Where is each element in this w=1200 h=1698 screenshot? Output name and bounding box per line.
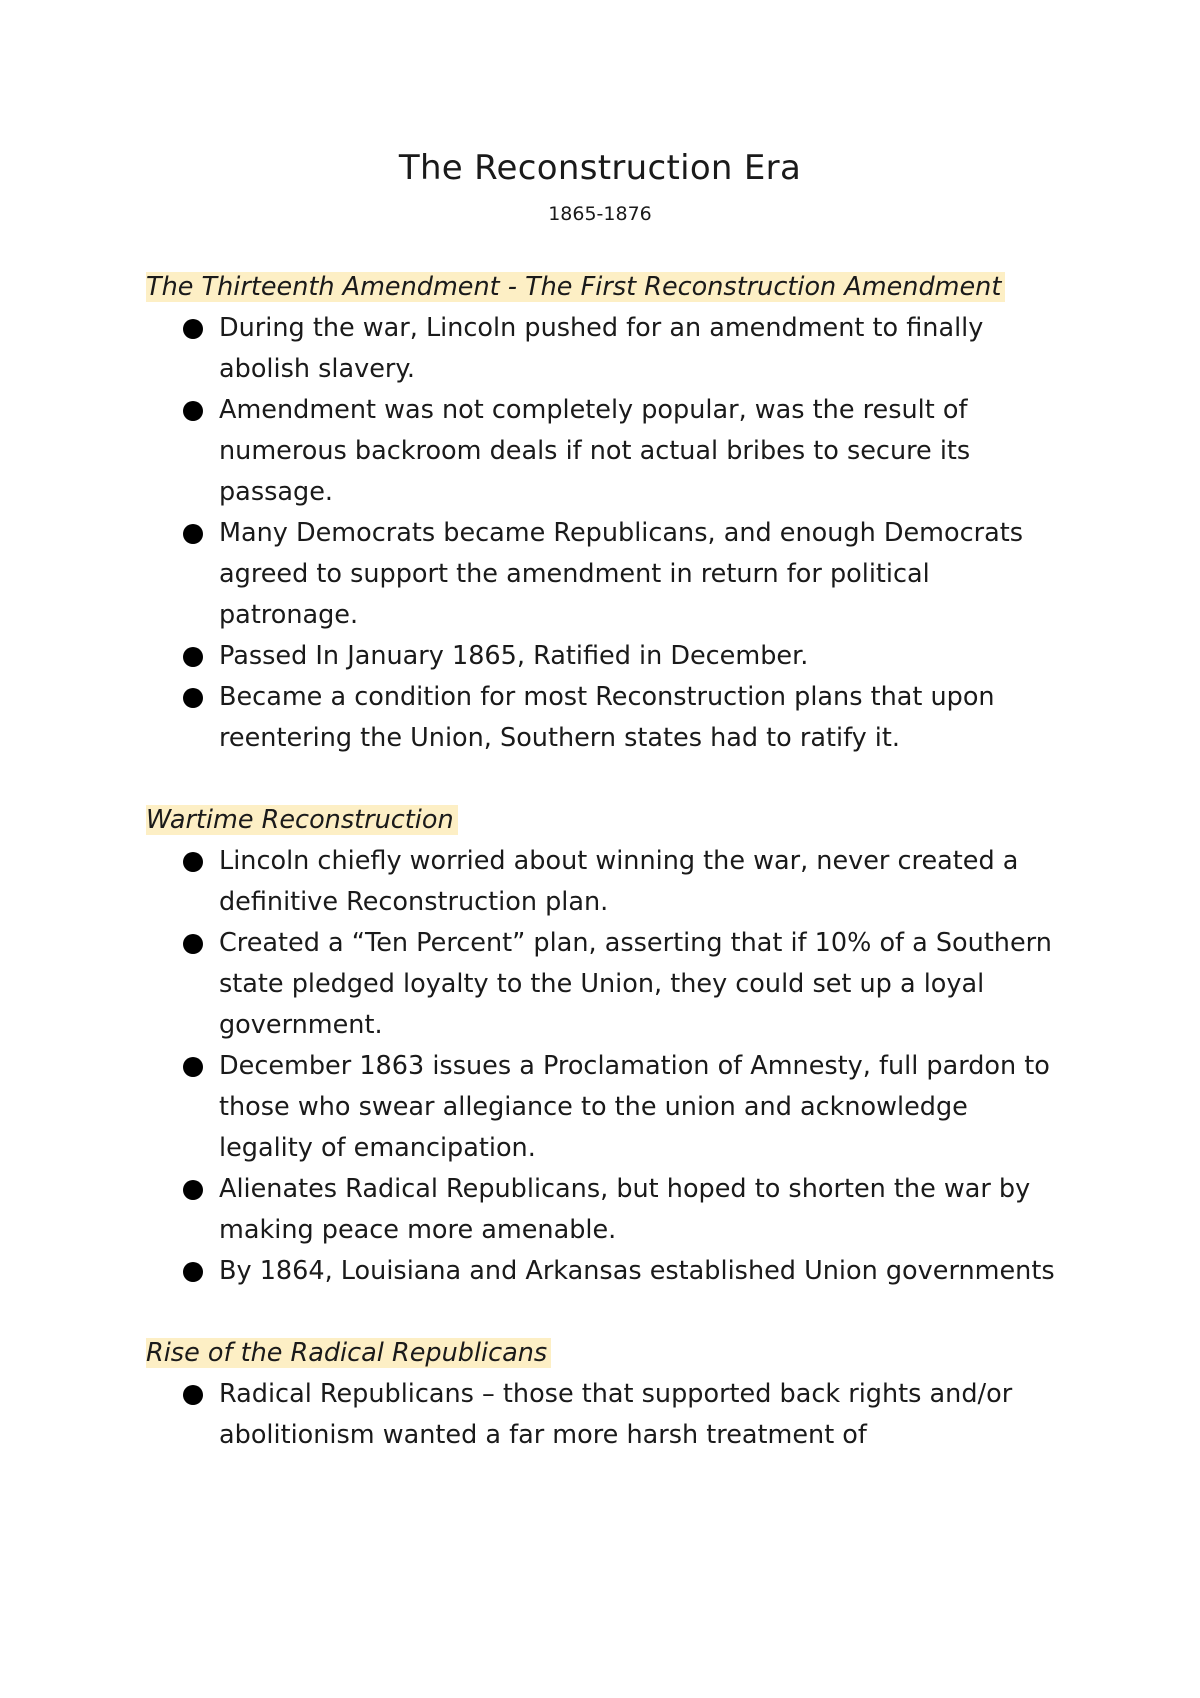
document-body bbox=[146, 267, 1066, 1456]
list-item-text: During the war, Lincoln pushed for an amendment to finally abolish slavery. bbox=[219, 313, 984, 384]
bullet-dot-icon bbox=[183, 524, 203, 544]
bullet-dot-icon bbox=[183, 688, 203, 708]
list-item bbox=[219, 636, 1066, 677]
list-item-text: Alienates Radical Republicans, but hoped to shorten the war by making peace more amenable. bbox=[219, 1174, 1031, 1245]
list-item bbox=[219, 513, 1066, 636]
bullet-dot-icon bbox=[183, 852, 203, 872]
list-item-text: By 1864, Louisiana and Arkansas established Union governments bbox=[219, 1256, 1055, 1286]
list-item-text: Amendment was not completely popular, was the result of numerous backroom deals if not actual bribes to secure its passage. bbox=[219, 395, 971, 507]
highlighted-heading-text: Wartime Reconstruction bbox=[146, 805, 458, 835]
bullet-dot-icon bbox=[183, 1385, 203, 1405]
highlighted-heading-text: The Thirteenth Amendment - The First Reconstruction Amendment bbox=[146, 272, 1005, 302]
list-item bbox=[219, 1169, 1066, 1251]
bullet-list bbox=[146, 1374, 1066, 1456]
page-subtitle-date-range: 1865-1876 bbox=[548, 203, 652, 225]
bullet-list bbox=[146, 841, 1066, 1292]
bullet-dot-icon bbox=[183, 934, 203, 954]
bullet-dot-icon bbox=[183, 1180, 203, 1200]
bullet-dot-icon bbox=[183, 319, 203, 339]
bullet-dot-icon bbox=[183, 1057, 203, 1077]
bullet-dot-icon bbox=[183, 647, 203, 667]
page-title: The Reconstruction Era bbox=[398, 148, 802, 188]
list-item bbox=[219, 1046, 1066, 1169]
bullet-dot-icon bbox=[183, 1262, 203, 1282]
list-item bbox=[219, 308, 1066, 390]
list-item-text: Became a condition for most Reconstruction plans that upon reentering the Union, Southern states had to ratify it. bbox=[219, 682, 995, 753]
list-item bbox=[219, 677, 1066, 759]
list-item bbox=[219, 390, 1066, 513]
list-item bbox=[219, 923, 1066, 1046]
section-radical-republicans bbox=[146, 1333, 1066, 1456]
bullet-list bbox=[146, 308, 1066, 759]
section-heading bbox=[146, 267, 1066, 308]
list-item bbox=[219, 841, 1066, 923]
section-thirteenth-amendment bbox=[146, 267, 1066, 759]
section-heading bbox=[146, 1333, 1066, 1374]
list-item-text: Passed In January 1865, Ratified in December. bbox=[219, 641, 809, 671]
highlighted-heading-text: Rise of the Radical Republicans bbox=[146, 1338, 551, 1368]
list-item-text: Created a “Ten Percent” plan, asserting that if 10% of a Southern state pledged loyalty to the Union, they could set up a loyal government. bbox=[219, 928, 1052, 1040]
list-item-text: Many Democrats became Republicans, and enough Democrats agreed to support the amendment in return for political patronage. bbox=[219, 518, 1024, 630]
list-item bbox=[219, 1251, 1066, 1292]
list-item-text: Lincoln chiefly worried about winning the war, never created a definitive Reconstruction plan. bbox=[219, 846, 1019, 917]
list-item bbox=[219, 1374, 1066, 1456]
section-wartime-reconstruction bbox=[146, 800, 1066, 1292]
bullet-dot-icon bbox=[183, 401, 203, 421]
section-heading bbox=[146, 800, 1066, 841]
list-item-text: Radical Republicans – those that supported back rights and/or abolitionism wanted a far more harsh treatment of bbox=[219, 1379, 1013, 1450]
list-item-text: December 1863 issues a Proclamation of Amnesty, full pardon to those who swear allegiance to the union and acknowledge legality of emancipation. bbox=[219, 1051, 1050, 1163]
